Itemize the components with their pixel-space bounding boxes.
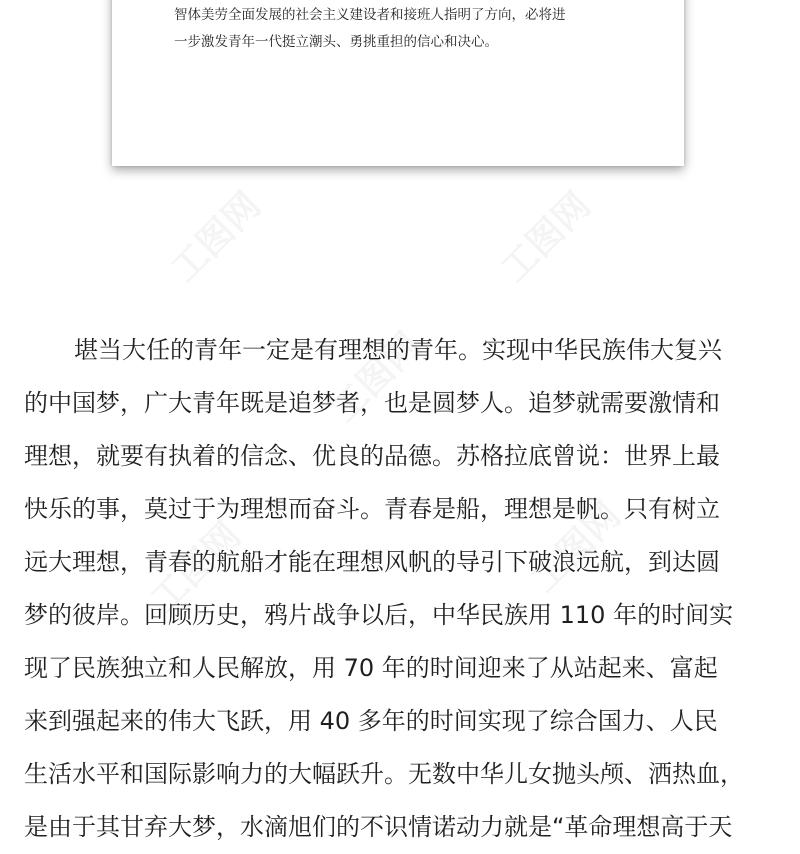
quote-card-text [174,0,654,56]
watermark: 工图网 [163,184,269,291]
watermark: 工图网 [323,324,429,431]
article-line: 梦的彼岸。回顾历史，鸦片战争以后，中华民族用 110 年的时间实 [24,601,734,629]
watermark: 工图网 [143,514,249,621]
watermark: 工图网 [523,494,629,601]
article-line: 远大理想，青春的航船才能在理想风帆的导引下破浪远航，到达圆 [24,548,720,576]
article-line: 是由于其甘弃大梦，水滴旭们的不识情诺动力就是“革命理想高于天 [24,813,733,841]
quote-line: 一步激发青年一代挺立潮头、勇挑重担的信心和决心。 [174,34,498,50]
quote-card [112,0,684,166]
article-line: 的中国梦，广大青年既是追梦者，也是圆梦人。追梦就需要激情和 [24,389,720,417]
article-line: 理想，就要有执着的信念、优良的品德。苏格拉底曾说：世界上最 [24,442,720,470]
article-line: 生活水平和国际影响力的大幅跃升。无数中华儿女抛头颅、洒热血， [24,760,744,788]
article-line: 堪当大任的青年一定是有理想的青年。实现中华民族伟大复兴 [74,336,722,364]
article-line: 快乐的事，莫过于为理想而奋斗。青春是船，理想是帆。只有树立 [24,495,720,523]
quote-line: 智体美劳全面发展的社会主义建设者和接班人指明了方向，必将进 [174,7,566,23]
article-line: 现了民族独立和人民解放，用 70 年的时间迎来了从站起来、富起 [24,654,718,682]
article-line: 来到强起来的伟大飞跃，用 40 多年的时间实现了综合国力、人民 [24,707,718,735]
watermark: 工图网 [493,184,599,291]
article-body [24,324,780,854]
